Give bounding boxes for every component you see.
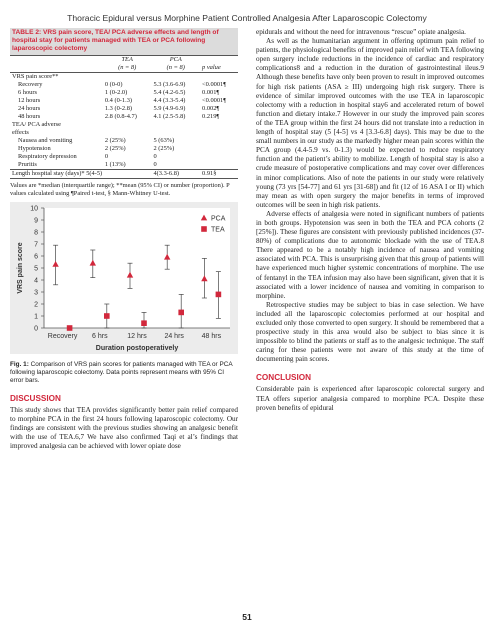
- table-row: [10, 161, 238, 170]
- table-cell: 5.9 (4.9-6.9): [153, 105, 186, 112]
- data-point-tea: [104, 313, 110, 319]
- legend-label-tea: TEA: [211, 226, 225, 234]
- page-number: 51: [242, 612, 252, 622]
- table-cell: 0.4 (0-1.3): [104, 97, 133, 104]
- table-cell: 2.8 (0.8-4.7): [104, 113, 137, 120]
- header-cell-pca: PCA: [151, 56, 200, 65]
- table-cell: 24 hours: [18, 105, 41, 112]
- table-row: [10, 153, 238, 161]
- data-point-tea: [216, 291, 222, 297]
- table-cell: 4.1 (2.5-5.8): [153, 113, 186, 120]
- table-section-title: [10, 121, 238, 129]
- table-cell: 2 (25%): [153, 145, 175, 152]
- table-cell: <0.0001¶: [202, 81, 227, 88]
- x-tick-label: 24 hrs: [164, 332, 184, 340]
- y-tick-label: 7: [34, 241, 38, 249]
- y-tick-label: 4: [34, 277, 38, 285]
- y-tick-label: 8: [34, 229, 38, 237]
- header-cell-pvalue: p value: [200, 64, 238, 73]
- figure-label: Fig. 1:: [10, 360, 29, 368]
- body-paragraph-3: Adverse effects of analgesia were noted in significant numbers of patients in both groups. Hypotension was seen in both the TEA and PCA cohorts (2 [25%]). These figures are consistent with previously published incidences (37-80%) of complications due to autonomic blockade with the use of TEA.8 There appeared to be a notably high incidence of nausea and vomiting associated with PCA. This is unsurprising given that this group of patients will have experienced much higher systemic concentrations of morphine. The use of fentanyl in the TEA infusion may also have been significant, given that it is associated with a lower incidence of nausea and vomiting in comparison to morphine.: [256, 209, 484, 300]
- table-row: [10, 137, 238, 145]
- x-tick-label: 48 hrs: [201, 332, 222, 340]
- header-cell-pca-n: (n = 8): [151, 64, 200, 73]
- table-row: [10, 81, 238, 89]
- plot-area: [44, 208, 230, 328]
- left-column: [10, 28, 238, 451]
- x-tick-label: 6 hrs: [92, 332, 108, 340]
- table-cell: [200, 137, 238, 145]
- table-cell: [200, 153, 238, 161]
- figure-caption-text: Comparison of VRS pain scores for patients managed with TEA or PCA following laparoscopic colectomy. Data points represent means with 95% CI error bars.: [10, 360, 233, 384]
- table-cell: 6 hours: [18, 89, 37, 96]
- y-tick-label: 5: [34, 265, 38, 273]
- table-cell: 2 (25%): [104, 137, 126, 144]
- discussion-heading: DISCUSSION: [10, 393, 61, 403]
- table-cell: Nausea and vomiting: [18, 137, 73, 144]
- table-row: [10, 170, 238, 179]
- body-paragraph-1: epidurals and without the need for intravenous “rescue” opiate analgesia.: [256, 28, 466, 36]
- table-cell: <0.0001¶: [202, 97, 227, 104]
- table-cell: 1.3 (0-2.8): [104, 105, 133, 112]
- table-cell: 2 (25%): [104, 145, 126, 152]
- figure-caption: [10, 361, 238, 385]
- table-cell: 0.219¶: [202, 113, 220, 120]
- table-cell: 0 (0-0): [104, 81, 123, 88]
- table-row: [10, 113, 238, 121]
- table-section-title: [10, 129, 238, 137]
- table-cell: [200, 145, 238, 153]
- table-caption: TABLE 2: VRS pain score, TEA/ PCA adverse effects and length of hospital stay for patients managed with TEA or PCA following laparoscopic colectomy: [10, 28, 238, 55]
- table-row: [10, 145, 238, 153]
- table-cell: 0: [153, 161, 157, 168]
- table-cell: 5.4 (4.2-6.5): [153, 89, 186, 96]
- table-cell: [200, 161, 238, 170]
- y-tick-label: 0: [34, 325, 38, 333]
- results-table: [10, 55, 238, 179]
- header-cell-tea: TEA: [103, 56, 152, 65]
- table-cell: Length hospital stay (days)* 5(4-5): [10, 170, 151, 179]
- pain-score-chart: [10, 202, 238, 359]
- table-cell: 0.001¶: [202, 89, 220, 96]
- discussion-paragraph: This study shows that TEA provides significantly better pain relief compared to morphine PCA in the first 24 hours following laparoscopic colectomy. Our findings are consistent with the previous studies showing an analgesic benefit with the use of TEA.6,7 We have also confirmed Taqi et al’s findings that improved analgesia can be achieved with lower opiate dose: [10, 405, 238, 450]
- y-tick-label: 2: [34, 301, 38, 309]
- table-row: [10, 56, 238, 65]
- conclusion-paragraph: Considerable pain is experienced after laparoscopic colorectal surgery and TEA offers superior analgesia compared to morphine PCA. Despite these proven benefits of epidural: [256, 385, 484, 412]
- table-row: [10, 64, 238, 73]
- section-title-cell: VRS pain score**: [12, 73, 59, 80]
- table-cell: 1 (0-2.0): [104, 89, 128, 96]
- y-tick-label: 1: [34, 313, 38, 321]
- conclusion-heading: CONCLUSION: [256, 373, 312, 383]
- x-tick-label: 12 hrs: [127, 332, 147, 340]
- header-cell: [10, 56, 103, 65]
- section-title-cell: effects: [12, 129, 29, 136]
- x-axis-title: Duration postoperatively: [95, 344, 179, 352]
- table-cell: 12 hours: [18, 97, 41, 104]
- body-paragraph-2: As well as the humanitarian argument in offering optimum pain relief to patients, the physiological benefits of improved pain relief with TEA following open surgery include reductions in the incidence of cardiac and respiratory complications8 and a reduction in the duration of gastrointestinal ileus.9 Although these benefits have only been proven to result in improved outcomes for high risk patients (ASA ≥ III) undergoing high risk surgery. There is evidence of similar improved outcomes with the use TEA in laparoscopic colectomy with a reduction in hospital stay6 and accelerated return of bowel function and dietary intake.7 However in our study the improved pain scores of the TEA group within the first 24 hours did not translate into a reduction in length of hospital stay (5 [4-5] vs 4 [3.3-6.8] days). This may be due to the small numbers in our study as the markedly higher mean pain scores within the PCA group (4.4-5.9 vs. 0-1.3) would be expected to reduce respiratory function and the patient’s ability to mobilize. Length of hospital stay is also a crude measure of postoperative complications and may cover over differences in minor complications. Also of note the patients in our study were relatively young (73 yrs [54-77] and 61 yrs [31-68]) and fit (12 of 16 ASA I or II) which may mean as with open surgery the major benefits in terms of improved outcomes will be seen in high risk patients.: [256, 37, 484, 209]
- table-row: [10, 89, 238, 97]
- legend-marker-tea: [201, 226, 207, 232]
- data-point-tea: [141, 320, 147, 326]
- table-cell: 0.91§: [200, 170, 238, 179]
- table-cell: 0: [104, 153, 109, 160]
- y-axis-title: VRS pain score: [17, 241, 24, 294]
- y-tick-label: 9: [34, 217, 38, 225]
- y-tick-label: 3: [34, 289, 38, 297]
- table-cell: 0: [153, 153, 157, 160]
- table-cell: 4.4 (3.3-5.4): [153, 97, 186, 104]
- table-section-title: [10, 73, 238, 82]
- table-cell: Recovery: [18, 81, 43, 88]
- header-cell-p: [200, 56, 238, 65]
- table-cell: 5 (63%): [153, 137, 175, 144]
- header-cell-tea-n: (n = 8): [103, 64, 152, 73]
- table-row: [10, 97, 238, 105]
- header-cell: [10, 64, 103, 73]
- x-tick-label: Recovery: [47, 332, 78, 340]
- section-title-cell: TEA/ PCA adverse: [12, 121, 61, 128]
- table-cell: Respiratory depression: [18, 153, 77, 160]
- table-cell: 1 (13%): [104, 161, 126, 168]
- right-column: [256, 28, 484, 413]
- running-header: Thoracic Epidural versus Morphine Patient Controlled Analgesia After Laparoscopic Colectomy: [67, 13, 427, 23]
- data-point-tea: [178, 309, 184, 315]
- table-cell: Pruritis: [18, 161, 37, 168]
- table-cell: 48 hours: [18, 113, 41, 120]
- table-cell: 0.002¶: [202, 105, 220, 112]
- table-cell: Hypotension: [18, 145, 51, 152]
- y-tick-label: 10: [30, 205, 38, 213]
- body-paragraph-4: Retrospective studies may be subject to bias in case selection. We have included all the laparoscopic colectomies performed at our hospital and excluded only those converted to open surgery. It should be remembered that a prospective study in this area would also be subject to bias since it is impossible to blind the patients or staff as to the analgesic technique. The staff caring for these patients were not aware of this study at the time of documenting pain scores.: [256, 300, 484, 364]
- data-point-tea: [67, 325, 73, 331]
- table-note: Values are *median (interquartile range); **mean (95% CI) or number (proportion). P values calculated using ¶Paired t-test, § Mann-Whitney U-test.: [10, 182, 230, 197]
- legend-label-pca: PCA: [211, 215, 226, 223]
- table-cell: 4(3.3-6.8): [151, 170, 200, 179]
- y-tick-label: 6: [34, 253, 38, 261]
- table-cell: 5.3 (3.6-6.9): [153, 81, 186, 88]
- chart-svg: [10, 202, 238, 354]
- table-row: [10, 105, 238, 113]
